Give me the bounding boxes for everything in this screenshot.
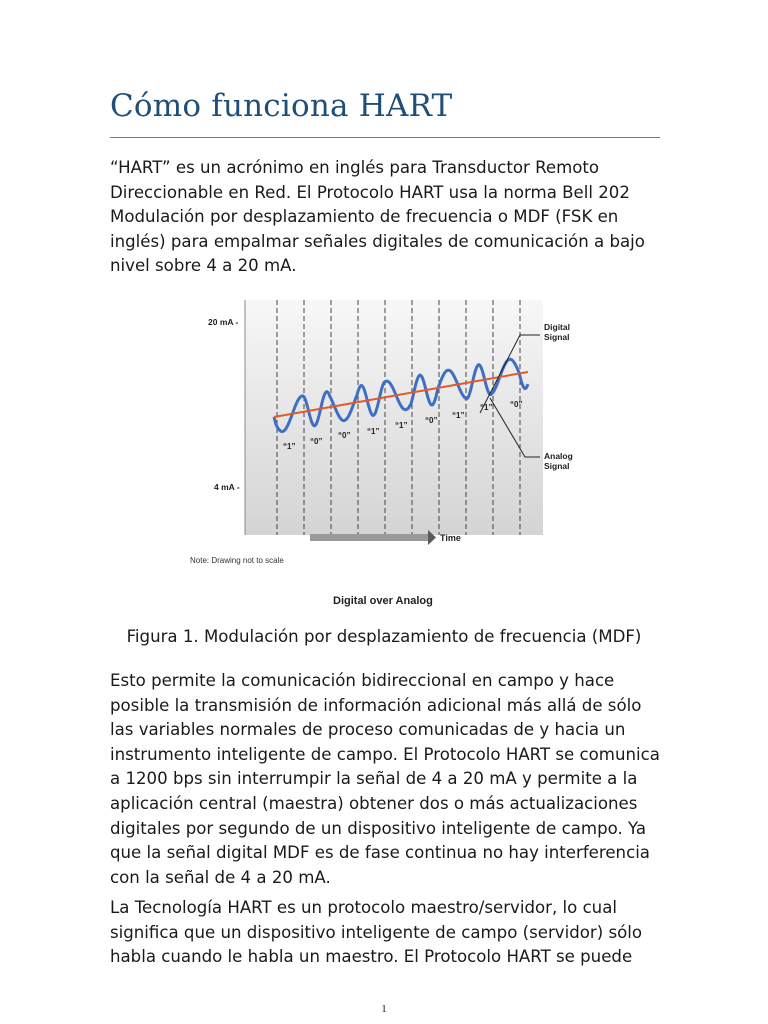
- bit-label: “0”: [510, 400, 523, 409]
- bit-label: “1”: [480, 403, 493, 412]
- y-axis-top-label: 20 mA -: [208, 317, 239, 327]
- fsk-figure: [180, 295, 580, 613]
- figure-caption: Figura 1. Modulación por desplazamiento de frecuencia (MDF): [126, 627, 642, 646]
- figure-title: Digital over Analog: [333, 595, 433, 607]
- bit-label: “0”: [338, 431, 351, 440]
- bit-label: “1”: [283, 442, 296, 451]
- bit-label: “1”: [367, 427, 380, 436]
- bit-label: “0”: [425, 416, 438, 425]
- y-axis-bottom-label: 4 mA -: [214, 482, 240, 492]
- page-title: Cómo funciona HART: [110, 88, 453, 124]
- time-axis-label: Time: [440, 533, 461, 543]
- intro-paragraph: “HART” es un acrónimo en inglés para Transductor Remoto Direccionable en Red. El Protocolo HART usa la norma Bell 202 Modulación por desplazamiento de frecuencia o MDF (FSK en inglés) para empalmar señales digitales de comunicación a bajo nivel sobre 4 a 20 mA.: [110, 158, 645, 276]
- figure-note: Note: Drawing not to scale: [190, 556, 284, 565]
- body-paragraph-continued: La Tecnología HART es un protocolo maestro/servidor, lo cual significa que un dispositivo inteligente de campo (servidor) sólo habla cuando le habla un maestro. El Protocolo HART se puede: [110, 898, 643, 967]
- bit-label: “1”: [452, 411, 465, 420]
- digital-signal-label: Digital: [544, 322, 570, 332]
- body-paragraph: Esto permite la comunicación bidireccional en campo y hace posible la transmisión de información adicional más allá de sólo las variables normales de proceso comunicadas de y hacia un instrumento inteligente de campo. El Protocolo HART se comunica a 1200 bps sin interrumpir la señal de 4 a 20 mA y permite a la aplicación central (maestra) obtener dos o más actualizaciones digitales por segundo de un dispositivo inteligente de campo. Ya que la señal digital MDF es de fase continua no hay interferencia con la señal de 4 a 20 mA.: [110, 671, 660, 887]
- analog-signal-label: Analog: [544, 451, 573, 461]
- bit-label: “1”: [395, 421, 408, 430]
- title-underline: [110, 137, 660, 138]
- digital-signal-label: Signal: [544, 332, 570, 342]
- bit-label: “0”: [310, 437, 323, 446]
- page-number: 1: [381, 1003, 387, 1015]
- analog-signal-label: Signal: [544, 461, 570, 471]
